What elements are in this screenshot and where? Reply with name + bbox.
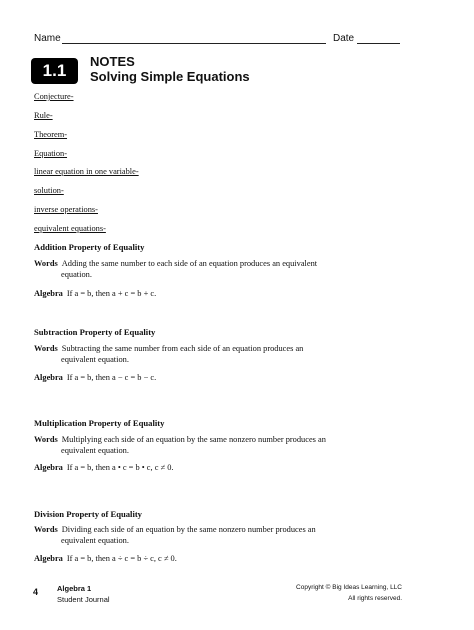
division-property-words [34, 524, 334, 546]
words-label: Words [34, 344, 58, 353]
rights-notice: All rights reserved. [348, 595, 402, 602]
name-label: Name [34, 33, 61, 44]
words-text-continued: equation. [61, 270, 92, 279]
division-property-algebra [34, 553, 177, 564]
words-text-continued: equivalent equation. [61, 355, 129, 364]
page-number: 4 [33, 587, 39, 597]
course-name: Algebra 1 [57, 584, 92, 593]
date-blank-line [357, 43, 400, 44]
date-label: Date [333, 33, 355, 44]
section-number-badge [31, 58, 78, 84]
notes-label: NOTES [90, 54, 135, 69]
subtraction-property-words [34, 343, 334, 365]
section-number: 1.1 [42, 61, 67, 80]
algebra-text: If a = b, then a ÷ c = b ÷ c, c ≠ 0. [66, 554, 177, 563]
words-label: Words [34, 525, 58, 534]
words-label: Words [34, 435, 58, 444]
algebra-label: Algebra [34, 463, 63, 472]
algebra-label: Algebra [34, 554, 63, 563]
words-text: Subtracting the same number from each side of an equation produces an [61, 344, 304, 353]
name-blank-line [62, 43, 326, 44]
words-text: Multiplying each side of an equation by the same nonzero number produces an [61, 435, 326, 444]
multiplication-property-title: Multiplication Property of Equality [34, 418, 165, 428]
vocab-term-rule: Rule- [34, 111, 53, 120]
vocab-term-solution: solution- [34, 186, 64, 195]
vocab-term-conjecture: Conjecture- [34, 92, 74, 101]
addition-property-title: Addition Property of Equality [34, 242, 145, 252]
subtraction-property-algebra [34, 372, 156, 383]
algebra-label: Algebra [34, 373, 63, 382]
algebra-label: Algebra [34, 289, 63, 298]
copyright-notice: Copyright © Big Ideas Learning, LLC [296, 584, 402, 591]
vocab-term-equation: Equation- [34, 149, 68, 158]
addition-property-words [34, 258, 334, 280]
vocab-term-linear-equation: linear equation in one variable- [34, 167, 139, 176]
subtraction-property-title: Subtraction Property of Equality [34, 327, 156, 337]
vocab-term-inverse-operations: inverse operations- [34, 205, 98, 214]
algebra-text: If a = b, then a + c = b + c. [66, 289, 157, 298]
section-title: Solving Simple Equations [90, 69, 250, 84]
algebra-text: If a = b, then a − c = b − c. [66, 373, 157, 382]
words-text: Dividing each side of an equation by the same nonzero number produces an [61, 525, 316, 534]
vocab-term-theorem: Theorem- [34, 130, 68, 139]
words-text-continued: equivalent equation. [61, 536, 129, 545]
book-name: Student Journal [57, 595, 110, 604]
words-text-continued: equivalent equation. [61, 446, 129, 455]
words-label: Words [34, 259, 58, 268]
algebra-text: If a = b, then a • c = b • c, c ≠ 0. [66, 463, 174, 472]
addition-property-algebra [34, 288, 156, 299]
words-text: Adding the same number to each side of an equation produces an equivalent [61, 259, 318, 268]
multiplication-property-words [34, 434, 334, 456]
multiplication-property-algebra [34, 462, 174, 473]
vocab-term-equivalent-equations: equivalent equations- [34, 224, 106, 233]
division-property-title: Division Property of Equality [34, 509, 142, 519]
